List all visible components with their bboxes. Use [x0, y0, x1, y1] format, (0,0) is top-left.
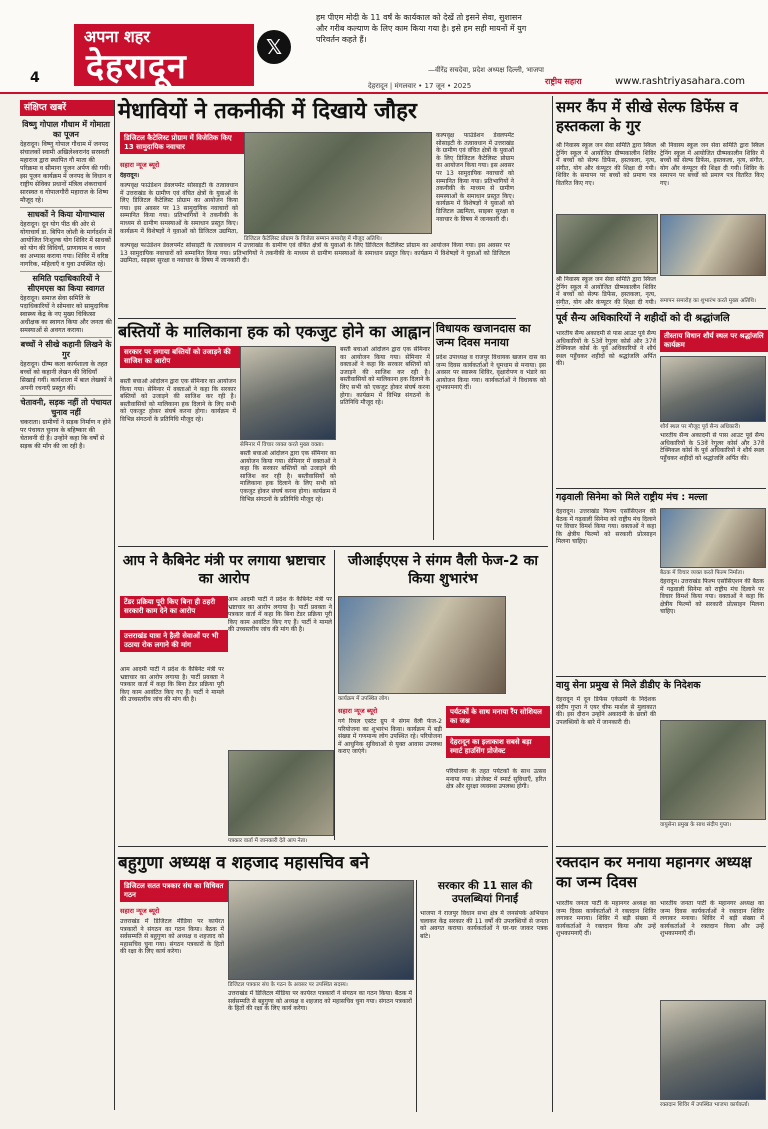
lead-photo — [244, 132, 432, 234]
treasurer-body: प्रदेश उपाध्यक्ष व राजपुर विधायक खजान दास का जन्म दिवस कार्यकर्ताओं ने धूमधाम से मनाया। इस अवसर पर स्वास्थ्य शिविर, वृक्षारोपण व भंडारे का आयोजन किया गया। कार्यकर्ताओं ने विधायक को शुभकामनाएं दीं। — [436, 354, 546, 392]
paper-logo: राष्ट्रीय सहारा — [545, 77, 582, 86]
brief-body: देहरादून। समाज सेवा समिति के पदाधिकारियों ने सोमवार को सामुदायिक स्वास्थ्य केंद्र के नए मुख्य चिकित्सा अधीक्षक का स्वागत किया और जनता की समस्याओं से अवगत कराया। — [20, 295, 112, 334]
tourism-body: परियोजना के तहत पर्यटकों के साथ उत्सव मनाया गया। प्रोजेक्ट में स्मार्ट सुविधाएँ, हरित क्षेत्र और सुरक्षा व्यवस्था उपलब्ध होगी। — [446, 768, 546, 791]
martyrs-headline: पूर्व सैन्य अधिकारियों ने शहीदों को दी श्रद्धांजलि — [556, 313, 730, 324]
martyrs-body: भारतीय सैन्य अकादमी से पास आउट पूर्व सैन्य अधिकारियों के 53वें रेगुलर कोर्स और 37वें टेक्निकल कोर्स के पूर्व अधिकारियों ने शौर्य स्थल पहुँचकर शहीदों को श्रद्धांजलि अर्पित की। — [556, 330, 656, 368]
cabinet-headline: आप ने कैबिनेट मंत्री पर लगाया भ्रष्टाचार का आरोप — [122, 553, 326, 587]
tourism-kicker-1: पर्यटकों के साथ मनाया रैंप सोशियल का जश्न — [446, 706, 550, 728]
masthead-small: अपना शहर — [84, 27, 150, 46]
cabinet-photo-caption: पत्रकार वार्ता में जानकारी देते आप नेता। — [228, 838, 308, 844]
bahuguna-headline: बहुगुणा अध्यक्ष व शहजाद महासचिव बने — [118, 853, 369, 873]
martyrs-photo-caption: शौर्य स्थल पर मौजूद पूर्व सैन्य अधिकारी। — [660, 424, 741, 430]
govt11-headline: सरकार की 11 साल की उपलब्धियां गिनाईं — [437, 880, 533, 905]
bahuguna-body: उत्तराखंड में डिजिटल मीडिया पर कार्यरत पत्रकारों ने संगठन का गठन किया। बैठक में सर्वसम्मति से बहुगुणा को अध्यक्ष व शहजाद को महासचिव चुना गया। संगठन पत्रकारों के हितों की रक्षा के लिए कार्य करेगा। — [120, 918, 224, 956]
quote-author: —वीरेंद्र सचदेवा, प्रदेश अध्यक्ष दिल्ली, भाजपा — [428, 66, 544, 74]
divider — [118, 318, 516, 319]
slum-kicker: सरकार पर लगाया बस्तियों को उजाड़ने की साजिश का आरोप — [120, 346, 244, 368]
column-divider — [334, 550, 335, 840]
bahuguna-kicker: डिजिटल सतत पत्रकार संघ का विधिवत गठन — [120, 880, 228, 902]
header-quote: हम पीएम मोदी के 11 वर्षं के कार्यकाल को देखें तो इसने सेवा, सुशासन और गरीब कल्याण के लिए काम किया गया है। इसे हम सही मायनों में युग परिवर्तन कहते हैं। — [316, 13, 527, 44]
sidebar-tag: संक्षिप्त खबरें — [20, 100, 114, 116]
x-logo-icon: 𝕏 — [257, 30, 291, 64]
lead-photo-caption: डिजिटल कैटेलिस्ट प्रोग्राम के विजेता सम्मान समारोह में मौजूद अतिथि। — [244, 236, 382, 242]
bahuguna-photo-caption: डिजिटल पत्रकार संघ के गठन के अवसर पर उपस्थित सदस्य। — [228, 982, 348, 988]
slum-body: बस्ती बचाओ आंदोलन द्वारा एक सेमिनार का आयोजन किया गया। सेमिनार में वक्ताओं ने कहा कि सरकार बस्तियों को उजाड़ने की साजिश कर रही है। बस्तीवासियों को मालिकाना हक दिलाने के लिए सभी को एकजुट होकर संघर्ष करना होगा। कार्यक्रम में विभिन्न संगठनों के प्रतिनिधि मौजूद रहे। — [120, 378, 236, 423]
brief-body: देहरादून। विष्णु गोपाल गौधाम में जनपद संचालकों स्वामी अखिलेश्वरानंद सरस्वती महाराज द्वारा स्थापित गौ माता की परिक्रमा व सीमाना पूजन अर्पण की गयी। इस पूजन कार्यक्रम में जनपद के विधान व राष्ट्रीय सेविका प्रधानों मंत्रित्व शंकराचार्य सारस्वत व गोपालगौरी महाराज के शिष्य मौजूद रहे। — [20, 141, 112, 204]
summer-camp-photo-1 — [556, 214, 658, 274]
brief-body: चकराता। ग्रामीणों ने सड़क निर्माण न होने पर पंचायत चुनाव के बहिष्कार की चेतावनी दी है। उन्होंने कहा कि वर्षों से सड़क की माँग की जा रही है। — [20, 419, 111, 450]
dateline: देहरादून | मंगलवार • 17 जून • 2025 — [368, 82, 472, 90]
divider — [118, 546, 548, 547]
ipo-byline: सहारा न्यूज ब्यूरो — [338, 707, 378, 715]
cabinet-body: आम आदमी पार्टी ने प्रदेश के कैबिनेट मंत्री पर भ्रष्टाचार का आरोप लगाया है। पार्टी प्रवक्ता ने पत्रकार वार्ता में कहा कि बिना टेंडर प्रक्रिया पूरी किए काम आवंटित किए गए हैं। पार्टी ने मामले की उच्चस्तरीय जांच की मांग की है। — [120, 666, 224, 704]
masthead-title: देहरादून — [86, 47, 187, 87]
ipo-photo — [338, 596, 506, 694]
masthead — [74, 24, 254, 86]
bahuguna-byline: सहारा न्यूज ब्यूरो — [120, 907, 160, 915]
website-link[interactable]: www.rashtriyasahara.com — [615, 76, 746, 87]
air-force-photo-caption: वायुसेना प्रमुख के साथ संदीप गुप्ता। — [660, 822, 732, 828]
brief-body: देहरादून। दून योग पीठ की ओर से योगाचार्य डा. बिपिन जोशी के मार्गदर्शन में आयोजित निःशुल्क योग शिविर में साधकों को योग की विधियाँ, प्राणायाम व ध्यान का अभ्यास कराया गया। शिविर में वरिष्ठ नागरिक, महिलाएँ व युवा उपस्थित रहे। — [20, 221, 112, 268]
brief-title: बच्चों ने सीखे कहानी लिखने के गुर — [20, 340, 112, 359]
martyrs-kicker: तीस्ताय विधान शौर्य स्थल पर श्रद्धांजलि कार्यक्रम — [660, 330, 768, 352]
bahuguna-body-col2: उत्तराखंड में डिजिटल मीडिया पर कार्यरत पत्रकारों ने संगठन का गठन किया। बैठक में सर्वसम्मति से बहुगुणा को अध्यक्ष व शहजाद को महासचिव चुना गया। संगठन पत्रकारों के हितों की रक्षा के लिए कार्य करेगा। — [228, 990, 412, 1013]
lead-byline: सहारा न्यूज ब्यूरो — [120, 161, 160, 169]
lead-body-continued: कल्पवृक्ष फाउंडेशन डेवलपमेंट सोसाइटी के तत्वावधान में उत्तराखंड के ग्रामीण एवं वंचित क्षेत्रों के युवाओं के लिए डिजिटल कैटेलिस्ट प्रोग्राम का आयोजन किया गया। इस अवसर पर 13 सामुदायिक नवाचारों को सम्मानित किया गया। प्रतिभागियों ने तकनीकी के माध्यम से ग्रामीण समस्याओं के समाधान प्रस्तुत किए। कार्यक्रम में विशेषज्ञों ने युवाओं को डिजिटल उद्यमिता, साइबर सुरक्षा व नवाचार के विषय में जानकारी दी। — [120, 242, 510, 265]
summer-camp-headline: समर कैंप में सीखे सेल्फ डिफेंस व हस्तकला के गुर — [556, 98, 738, 135]
martyrs-body-col2: भारतीय सैन्य अकादमी से पास आउट पूर्व सैन्य अधिकारियों के 53वें रेगुलर कोर्स और 37वें टेक्निकल कोर्स के पूर्व अधिकारियों ने शौर्य स्थल पहुँचकर शहीदों को श्रद्धांजलि अर्पित की। — [660, 432, 764, 462]
air-force-headline: वायु सेना प्रमुख से मिले डीडीए के निदेशक — [556, 680, 701, 691]
summer-camp-body-col2: श्री निवास्य स्कूल जन सेवा समिति द्वारा स्किल ट्रेनिंग स्कूल में आयोजित ग्रीष्मकालीन शिविर में बच्चों को सेल्फ डिफेंस, हस्तकला, नृत्य, संगीत, योग और कंप्यूटर की शिक्षा दी गयी। शिविर के समापन पर बच्चों को प्रमाण पत्र वितरित किए गए। — [660, 142, 764, 187]
divider — [556, 308, 766, 309]
column-divider — [114, 100, 115, 1110]
column-divider — [552, 96, 553, 1112]
film-photo-caption: बैठक में विचार व्यक्त करते फिल्म निर्माता। — [660, 570, 745, 576]
summer-camp-photo-2 — [660, 214, 766, 276]
brief-title: साधकों ने किया योगाभ्यास — [27, 210, 105, 219]
ipo-body: गर्ग रियल एस्टेट ग्रुप ने संगम वैली फेज-2 परियोजना का शुभारंभ किया। कार्यक्रम में बड़ी संख्या में गणमान्य लोग उपस्थित रहे। परियोजना में आधुनिक सुविधाओं से युक्त आवास उपलब्ध कराए जाएंगे। — [338, 718, 442, 756]
film-body: देहरादून। उत्तराखंड फिल्म एसोसिएशन की बैठक में गढ़वाली सिनेमा को राष्ट्रीय मंच दिलाने पर विचार विमर्श किया गया। वक्ताओं ने कहा कि क्षेत्रीय फिल्मों को सरकारी प्रोत्साहन मिलना चाहिए। — [556, 508, 656, 546]
slum-body-col2: बस्ती बचाओ आंदोलन द्वारा एक सेमिनार का आयोजन किया गया। सेमिनार में वक्ताओं ने कहा कि सरकार बस्तियों को उजाड़ने की साजिश कर रही है। बस्तीवासियों को मालिकाना हक दिलाने के लिए सभी को एकजुट होकर संघर्ष करना होगा। कार्यक्रम में विभिन्न संगठनों के प्रतिनिधि मौजूद रहे। — [240, 450, 336, 503]
divider — [118, 846, 548, 847]
sidebar-briefs — [20, 118, 112, 1118]
mayor-body-col2: भारतीय जनता पार्टी के महानगर अध्यक्ष का जन्म दिवस कार्यकर्ताओं ने रक्तदान शिविर लगाकर मनाया। शिविर में बड़ी संख्या में कार्यकर्ताओं ने रक्तदान किया और उन्हें शुभकामनाएँ दीं। — [660, 900, 764, 938]
cabinet-kicker-2: उत्तराखंड यात्रा ने हैली सेवाओं पर भी उठाया रोक लगाने की मांग — [120, 630, 228, 652]
brief-body: देहरादून। ग्रीष्म कला कार्यशाला के तहत बच्चों को कहानी लेखन की विधियाँ सिखाई गयीं। कार्यशाला में बाल लेखकों ने अपनी रचनाएँ प्रस्तुत कीं। — [20, 361, 112, 392]
govt11-body: भाजपा ने राजपुर विधान सभा क्षेत्र में जनसंपर्क अभियान चलाकर केंद्र सरकार की 11 वर्षों की उपलब्धियों से जनता को अवगत कराया। कार्यकर्ताओं ने घर-घर जाकर पत्रक बांटे। — [420, 910, 548, 940]
slum-photo-caption: सेमिनार में विचार व्यक्त करते मुख्य वक्ता। — [240, 442, 324, 448]
slum-photo — [240, 346, 336, 440]
mayor-body: भारतीय जनता पार्टी के महानगर अध्यक्ष का जन्म दिवस कार्यकर्ताओं ने रक्तदान शिविर लगाकर मनाया। शिविर में बड़ी संख्या में कार्यकर्ताओं ने रक्तदान किया और उन्हें शुभकामनाएँ दीं। — [556, 900, 656, 938]
slum-body-col3: बस्ती बचाओ आंदोलन द्वारा एक सेमिनार का आयोजन किया गया। सेमिनार में वक्ताओं ने कहा कि सरकार बस्तियों को उजाड़ने की साजिश कर रही है। बस्तीवासियों को मालिकाना हक दिलाने के लिए सभी को एकजुट होकर संघर्ष करना होगा। कार्यक्रम में विभिन्न संगठनों के प्रतिनिधि मौजूद रहे। — [340, 346, 430, 407]
film-headline: गढ़वाली सिनेमा को मिले राष्ट्रीय मंच : मल्ला — [556, 492, 708, 503]
treasurer-headline: विधायक खजानदास का जन्म दिवस मनाया — [436, 322, 531, 349]
tourism-kicker-2: देहरादून का इलाकाश सबसे बड़ा स्मार्ट हाउसिंग प्रोजेक्ट — [446, 736, 550, 758]
cabinet-kicker-1: टेंडर प्रक्रिया पूरी किए बिना ही ठहरी सरकारी काम देने का आरोप — [120, 596, 228, 618]
lead-body-col3: कल्पवृक्ष फाउंडेशन डेवलपमेंट सोसाइटी के तत्वावधान में उत्तराखंड के ग्रामीण एवं वंचित क्षेत्रों के युवाओं के लिए डिजिटल कैटेलिस्ट प्रोग्राम का आयोजन किया गया। इस अवसर पर 13 सामुदायिक नवाचारों को सम्मानित किया गया। प्रतिभागियों ने तकनीकी के माध्यम से ग्रामीण समस्याओं के समाधान प्रस्तुत किए। कार्यक्रम में विशेषज्ञों ने युवाओं को डिजिटल उद्यमिता, साइबर सुरक्षा व नवाचार के विषय में जानकारी दी। — [436, 132, 514, 223]
mayor-photo-caption: रक्तदान शिविर में उपस्थित भाजपा कार्यकर्ता। — [660, 1102, 750, 1108]
lead-body-col1: कल्पवृक्ष फाउंडेशन डेवलपमेंट सोसाइटी के तत्वावधान में उत्तराखंड के ग्रामीण एवं वंचित क्षेत्रों के युवाओं के लिए डिजिटल कैटेलिस्ट प्रोग्राम का आयोजन किया गया। इस अवसर पर 13 सामुदायिक नवाचारों को सम्मानित किया गया। प्रतिभागियों ने तकनीकी के माध्यम से ग्रामीण समस्याओं के समाधान प्रस्तुत किए। कार्यक्रम में विशेषज्ञों ने युवाओं को डिजिटल उद्यमिता, — [120, 182, 238, 234]
summer-camp-body-col3: श्री निवास्य स्कूल जन सेवा समिति द्वारा स्किल ट्रेनिंग स्कूल में आयोजित ग्रीष्मकालीन शिविर में बच्चों को सेल्फ डिफेंस, हस्तकला, नृत्य, संगीत, योग और कंप्यूटर की शिक्षा दी गयी। — [556, 276, 656, 306]
summer-camp-photo-caption: समापन समारोह का शुभारंभ करते मुख्य अतिथि। — [660, 298, 757, 304]
mayor-photo — [660, 1000, 766, 1100]
ipo-photo-caption: कार्यक्रम में उपस्थित लोग। — [338, 696, 390, 702]
bahuguna-photo — [228, 880, 414, 980]
air-force-photo — [660, 720, 766, 820]
summer-camp-body: श्री निवास्य स्कूल जन सेवा समिति द्वारा स्किल ट्रेनिंग स्कूल में आयोजित ग्रीष्मकालीन शिविर में बच्चों को सेल्फ डिफेंस, हस्तकला, नृत्य, संगीत, योग और कंप्यूटर की शिक्षा दी गयी। शिविर के समापन पर बच्चों को प्रमाण पत्र वितरित किए गए। — [556, 142, 656, 187]
cabinet-body-col2: आम आदमी पार्टी ने प्रदेश के कैबिनेट मंत्री पर भ्रष्टाचार का आरोप लगाया है। पार्टी प्रवक्ता ने पत्रकार वार्ता में कहा कि बिना टेंडर प्रक्रिया पूरी किए काम आवंटित किए गए हैं। पार्टी ने मामले की उच्चस्तरीय जांच की मांग की है। — [228, 596, 332, 634]
divider — [556, 676, 766, 677]
lead-place: देहरादून। — [120, 172, 140, 179]
lead-kicker: डिजिटल कैटेलिस्ट प्रोग्राम में विजेतिक किए 13 सामुदायिक नवाचार — [120, 132, 246, 154]
lead-headline: मेधावियों ने तकनीकी में दिखाये जौहर — [118, 99, 417, 124]
cabinet-photo — [228, 750, 334, 836]
martyrs-photo — [660, 356, 766, 422]
ipo-headline: जीआईएएस ने संगम वैली फेज-2 का किया शुभारंभ — [347, 553, 538, 587]
mayor-headline: रक्तदान कर मनाया महानगर अध्यक्ष का जन्म दिवस — [556, 853, 752, 891]
column-divider — [416, 880, 417, 1112]
brief-title: विष्णु गोपाल गौधाम में गोमाता का पूजन — [22, 120, 110, 139]
slum-headline: बस्तियों के मालिकाना हक को एकजुट होने का आह्वान — [118, 322, 431, 341]
column-divider — [433, 322, 434, 540]
divider — [556, 846, 766, 847]
brief-title: चेतावनी, सड़क नहीं तो पंचायत चुनाव नहीं — [20, 398, 112, 417]
air-force-body: देहरादून में दून डिफेंस एकेडमी के निदेशक संदीप गुप्ता ने एयर चीफ मार्शल से मुलाकात की। इस दौरान उन्होंने अकादमी के छात्रों की उपलब्धियों के बारे में जानकारी दी। — [556, 696, 656, 726]
film-body-col2: देहरादून। उत्तराखंड फिल्म एसोसिएशन की बैठक में गढ़वाली सिनेमा को राष्ट्रीय मंच दिलाने पर विचार विमर्श किया गया। वक्ताओं ने कहा कि क्षेत्रीय फिल्मों को सरकारी प्रोत्साहन मिलना चाहिए। — [660, 578, 764, 616]
page-number: 4 — [30, 70, 40, 86]
film-photo — [660, 508, 766, 568]
divider — [556, 488, 766, 489]
brief-title: समिति पदाधिकारियों ने सीएमएस का किया स्वागत — [27, 274, 105, 293]
